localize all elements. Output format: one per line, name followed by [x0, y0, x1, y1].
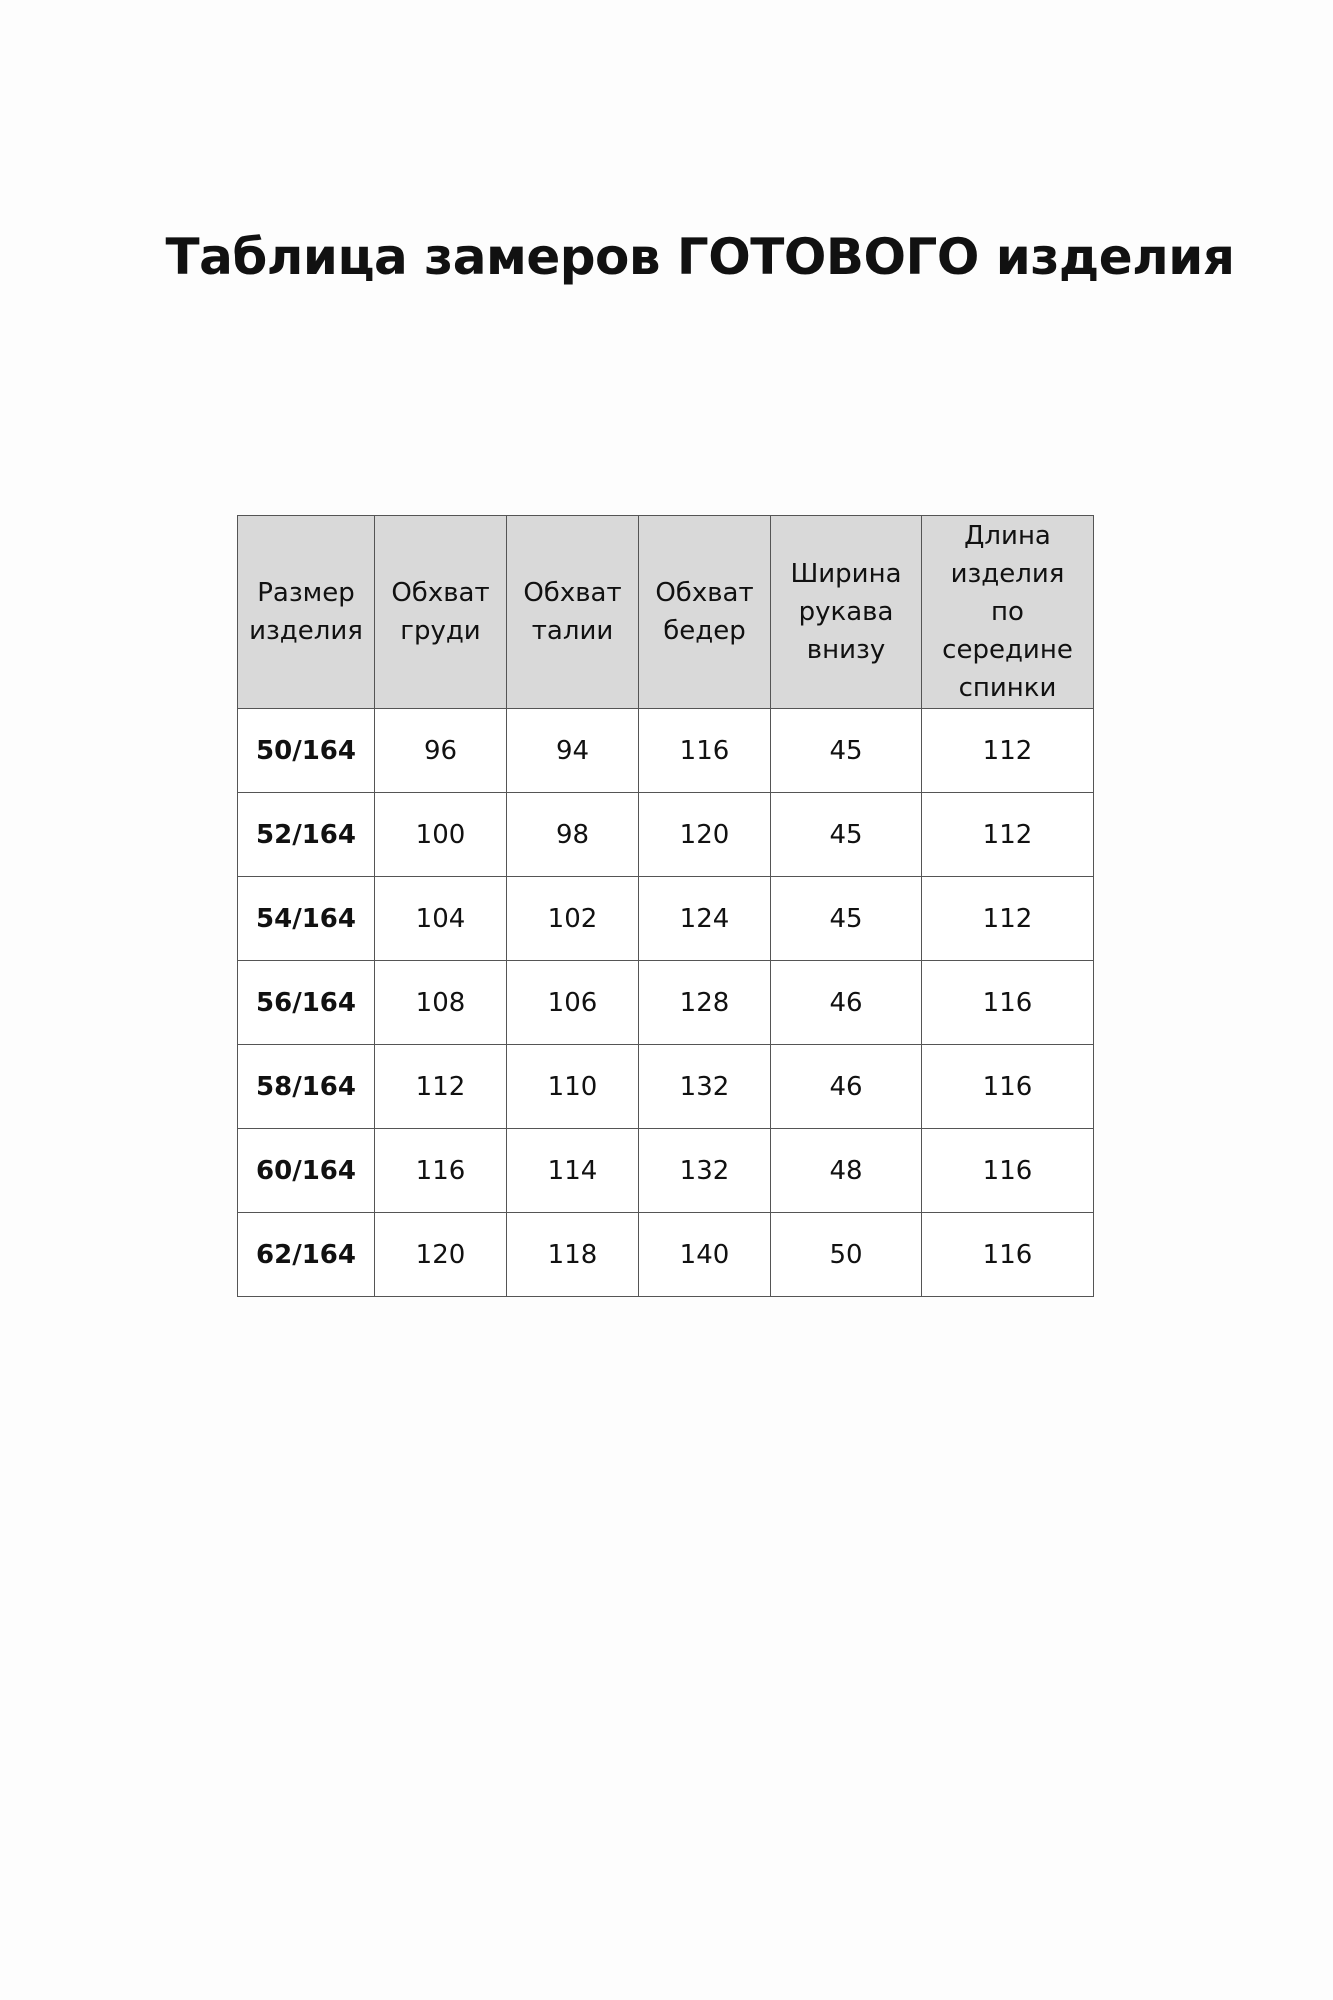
back-length-cell: 116 — [922, 961, 1094, 1045]
table-row — [238, 1213, 1094, 1297]
header-chest: Обхват груди — [375, 516, 507, 709]
chest-cell: 96 — [375, 709, 507, 793]
hips-cell: 124 — [639, 877, 771, 961]
sleeve-width-cell: 45 — [771, 793, 922, 877]
back-length-cell: 116 — [922, 1045, 1094, 1129]
waist-cell: 106 — [507, 961, 639, 1045]
hips-cell: 128 — [639, 961, 771, 1045]
size-cell: 62/164 — [238, 1213, 375, 1297]
back-length-cell: 112 — [922, 709, 1094, 793]
table-row — [238, 793, 1094, 877]
chest-cell: 120 — [375, 1213, 507, 1297]
hips-cell: 132 — [639, 1129, 771, 1213]
size-cell: 54/164 — [238, 877, 375, 961]
hips-cell: 140 — [639, 1213, 771, 1297]
table-header-row — [238, 516, 1094, 709]
size-cell: 52/164 — [238, 793, 375, 877]
chest-cell: 112 — [375, 1045, 507, 1129]
chest-cell: 104 — [375, 877, 507, 961]
waist-cell: 98 — [507, 793, 639, 877]
sleeve-width-cell: 46 — [771, 961, 922, 1045]
size-cell: 58/164 — [238, 1045, 375, 1129]
table-row — [238, 1129, 1094, 1213]
waist-cell: 94 — [507, 709, 639, 793]
waist-cell: 114 — [507, 1129, 639, 1213]
table-row — [238, 1045, 1094, 1129]
size-cell: 60/164 — [238, 1129, 375, 1213]
back-length-cell: 112 — [922, 793, 1094, 877]
waist-cell: 118 — [507, 1213, 639, 1297]
size-table-container — [237, 515, 1094, 1297]
size-cell: 50/164 — [238, 709, 375, 793]
chest-cell: 108 — [375, 961, 507, 1045]
hips-cell: 132 — [639, 1045, 771, 1129]
chest-cell: 116 — [375, 1129, 507, 1213]
sleeve-width-cell: 45 — [771, 709, 922, 793]
sleeve-width-cell: 48 — [771, 1129, 922, 1213]
table-row — [238, 709, 1094, 793]
page-title: Таблица замеров ГОТОВОГО изделия — [165, 228, 1235, 286]
header-back-length: Длина изделия по середине спинки — [922, 516, 1094, 709]
sleeve-width-cell: 45 — [771, 877, 922, 961]
size-chart-table — [237, 515, 1094, 1297]
sleeve-width-cell: 50 — [771, 1213, 922, 1297]
sleeve-width-cell: 46 — [771, 1045, 922, 1129]
size-cell: 56/164 — [238, 961, 375, 1045]
hips-cell: 116 — [639, 709, 771, 793]
waist-cell: 102 — [507, 877, 639, 961]
header-hips: Обхват бедер — [639, 516, 771, 709]
header-waist: Обхват талии — [507, 516, 639, 709]
back-length-cell: 112 — [922, 877, 1094, 961]
chest-cell: 100 — [375, 793, 507, 877]
hips-cell: 120 — [639, 793, 771, 877]
back-length-cell: 116 — [922, 1213, 1094, 1297]
header-sleeve-width: Ширина рукава внизу — [771, 516, 922, 709]
table-row — [238, 877, 1094, 961]
waist-cell: 110 — [507, 1045, 639, 1129]
header-size: Размер изделия — [238, 516, 375, 709]
back-length-cell: 116 — [922, 1129, 1094, 1213]
table-row — [238, 961, 1094, 1045]
